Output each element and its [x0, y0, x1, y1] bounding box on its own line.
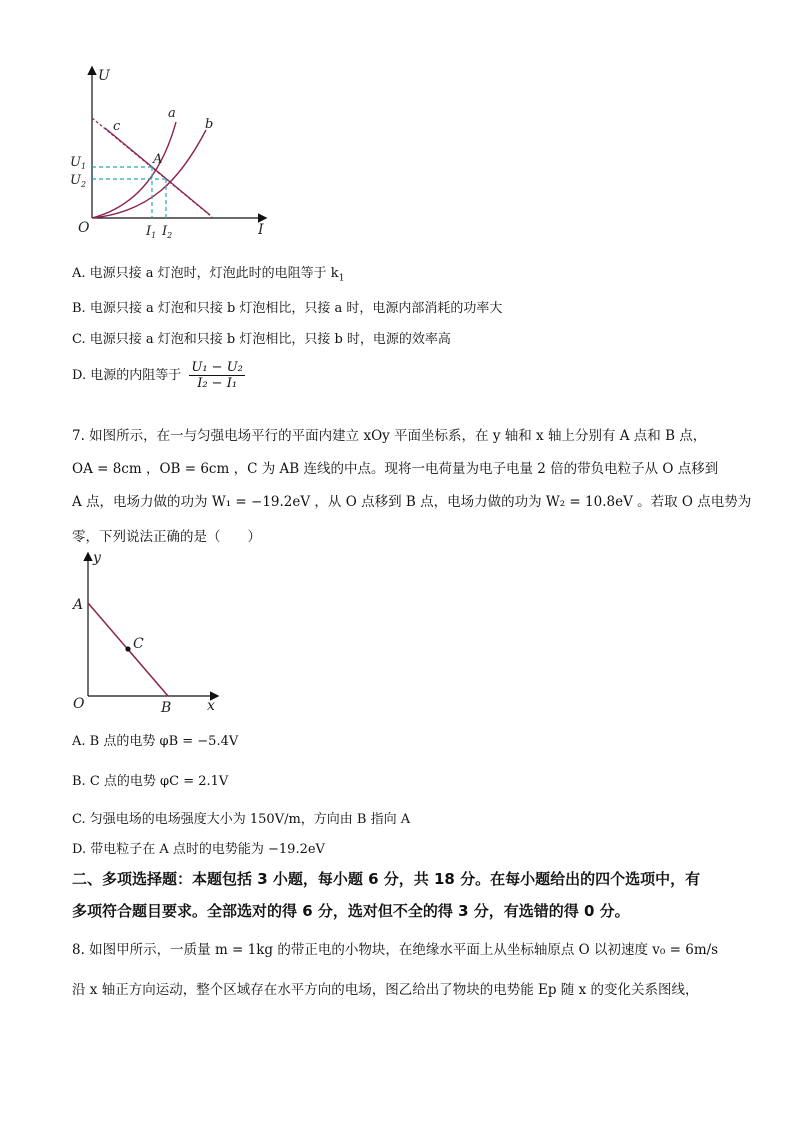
label-point-a: A	[153, 152, 163, 167]
label-point-c: C	[133, 636, 144, 652]
q7-option-b[interactable]: B. C 点的电势 φC = 2.1V	[72, 774, 229, 789]
label-point-b: B	[161, 700, 172, 716]
q8-stem-line1: 8. 如图甲所示，一质量 m = 1kg 的带正电的小物块，在绝缘水平面上从坐标轴原点 O 以初速度 v₀ = 6m/s	[72, 942, 719, 958]
q7-stem-line4: 零，下列说法正确的是（ ）	[72, 529, 261, 545]
q6-option-c[interactable]: C. 电源只接 a 灯泡和只接 b 灯泡相比，只接 b 时，电源的效率高	[72, 332, 451, 347]
q6-option-a[interactable]: A. 电源只接 a 灯泡时，灯泡此时的电阻等于 $k_1$	[72, 266, 345, 284]
q6-option-d-fraction: $\frac{\text{U₁ − U₂}}{\text{I₂ − I₁}}$	[191, 360, 243, 391]
label-i2: $I_2$	[162, 224, 173, 240]
section-2-line2: 多项符合题目要求。全部选对的得 6 分，选对但不全的得 3 分，有选错的得 0 分。	[72, 902, 630, 920]
label-curve-a: a	[168, 106, 176, 121]
figure-ui-graph	[60, 60, 280, 245]
q6-option-b[interactable]: B. 电源只接 a 灯泡和只接 b 灯泡相比，只接 a 时，电源内部消耗的功率大	[72, 301, 503, 316]
label-curve-b: b	[205, 117, 214, 132]
q7-stem-line2: OA = 8cm ，OB = 6cm ，C 为 AB 连线的中点。现将一电荷量为电子电量 2 倍的带负电粒子从 O 点移到	[72, 461, 719, 477]
q7-stem-line1: 7. 如图所示，在一与匀强电场平行的平面内建立 xOy 平面坐标系，在 y 轴和 x 轴上分别有 A 点和 B 点，	[72, 428, 707, 444]
q8-stem-line2: 沿 x 轴正方向运动，整个区域存在水平方向的电场，图乙给出了物块的电势能 Ep 随 x 的变化关系图线，	[72, 982, 699, 998]
figure-xoy	[65, 548, 235, 718]
line-c-solid	[105, 128, 210, 215]
label-u2: $U_2$	[70, 173, 87, 189]
q7-stem-line3: A 点，电场力做的功为 W₁ = −19.2eV ，从 O 点移到 B 点，电场力做的功为 W₂ = 10.8eV 。若取 O 点电势为	[72, 494, 752, 510]
curve-a	[92, 122, 176, 218]
q7-option-c[interactable]: C. 匀强电场的电场强度大小为 150V/m，方向由 B 指向 A	[72, 812, 411, 827]
label-u-axis: U	[98, 68, 110, 84]
point-c	[125, 646, 130, 651]
label-u1: $U_1$	[70, 155, 87, 171]
label-i1: $I_1$	[146, 224, 157, 240]
q7-option-d[interactable]: D. 带电粒子在 A 点时的电势能为 −19.2eV	[72, 842, 325, 857]
label-point-a: A	[73, 597, 84, 613]
label-x-axis: x	[207, 698, 215, 714]
label-origin: O	[73, 696, 85, 712]
label-i-axis: I	[258, 222, 264, 238]
q7-option-a[interactable]: A. B 点的电势 φB = −5.4V	[72, 734, 239, 749]
q6-option-d[interactable]: D. 电源的内阻等于 $\frac{\text{U₁ − U₂}}{\text{I₂ − I₁}}$	[72, 360, 243, 391]
curve-b	[92, 130, 206, 218]
label-origin: O	[78, 220, 90, 236]
section-2-line1: 二、多项选择题：本题包括 3 小题，每小题 6 分，共 18 分。在每小题给出的四个选项中，有	[72, 870, 701, 888]
label-line-c: c	[113, 119, 121, 134]
label-y-axis: y	[93, 550, 101, 566]
